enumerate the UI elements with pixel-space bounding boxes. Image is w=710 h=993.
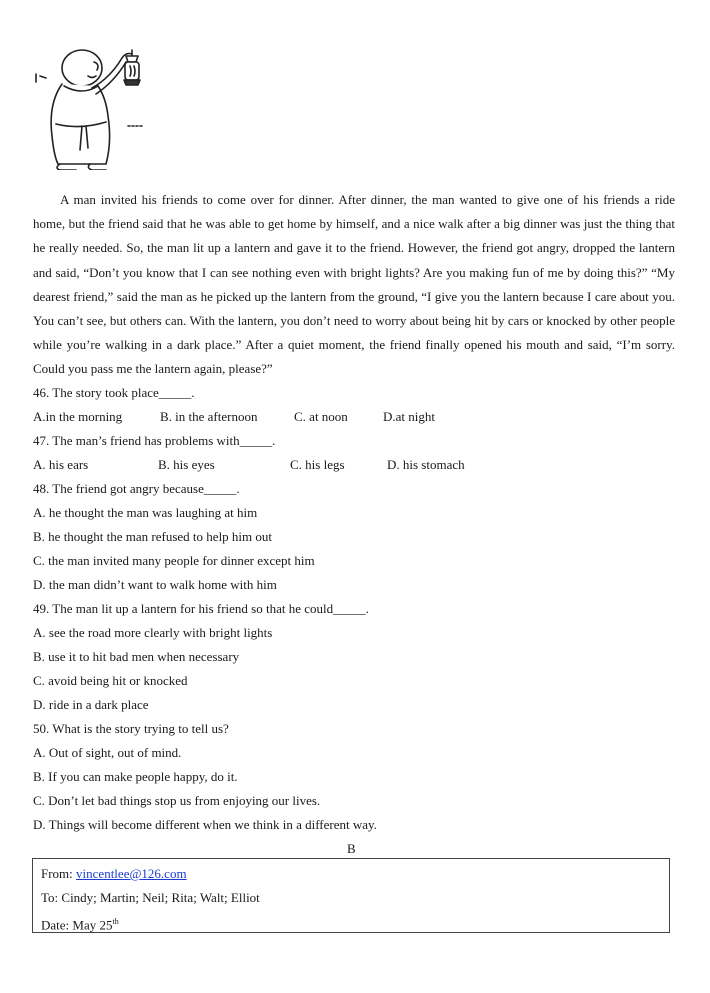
email-date-line — [41, 914, 119, 933]
question-46-option-d: D.at night — [383, 409, 435, 424]
question-47-option-a: A. his ears — [33, 457, 89, 472]
question-46-option-a: A.in the morning — [33, 409, 123, 424]
question-48-stem: 48. The friend got angry because_____. — [33, 481, 240, 496]
section-letter: B — [347, 841, 356, 856]
question-48-option-d: D. the man didn’t want to walk home with him — [33, 577, 277, 592]
email-header-box — [32, 858, 670, 933]
email-to-line: To: Cindy; Martin; Neil; Rita; Walt; Elliot — [41, 890, 260, 905]
reading-passage — [33, 188, 675, 382]
question-46-option-b: B. in the afternoon — [160, 409, 258, 424]
question-46-stem: 46. The story took place_____. — [33, 385, 195, 400]
question-47-stem: 47. The man’s friend has problems with_____. — [33, 433, 276, 448]
email-from-link[interactable]: vincentlee@126.com — [76, 866, 187, 881]
question-49-option-b: B. use it to hit bad men when necessary — [33, 649, 240, 664]
question-46-option-c: C. at noon — [294, 409, 348, 424]
email-from-label: From: — [41, 866, 77, 881]
question-47-option-b: B. his eyes — [158, 457, 215, 472]
question-49-option-c: C. avoid being hit or knocked — [33, 673, 188, 688]
question-48-option-c: C. the man invited many people for dinner except him — [33, 553, 315, 568]
question-49-option-a: A. see the road more clearly with bright lights — [33, 625, 273, 640]
question-49-option-d: D. ride in a dark place — [33, 697, 149, 712]
question-50-option-d: D. Things will become different when we think in a different way. — [33, 817, 377, 832]
passage-text: A man invited his friends to come over for dinner. After dinner, the man wanted to give one of his friends a ride home, but the friend said that he was able to get home by himself, and a nice walk after a big dinner was just the thing that he really needed. So, the man lit up a lantern and gave it to the friend. However, the friend got angry, dropped the lantern and said, “Don’t you know that I can see nothing even with bright lights? Are you making fun of me by doing this?” “My dearest friend,” said the man as he picked up the lantern from the ground, “I give you the lantern because I care about you. You can’t see, but others can. With the lantern, you don’t need to worry about being hit by cars or knocked by other people while you’re walking in a dark place.” After a quiet moment, the friend finally opened his mouth and said, “I’m sorry. Could you pass me the lantern again, please?” — [33, 192, 675, 377]
question-47-option-c: C. his legs — [290, 457, 345, 472]
question-50-stem: 50. What is the story trying to tell us? — [33, 721, 229, 736]
man-holding-lantern-icon — [30, 28, 158, 170]
question-48-option-b: B. he thought the man refused to help him out — [33, 529, 273, 544]
question-48-option-a: A. he thought the man was laughing at him — [33, 505, 258, 520]
question-49-stem: 49. The man lit up a lantern for his friend so that he could_____. — [33, 601, 369, 616]
question-50-option-a: A. Out of sight, out of mind. — [33, 745, 182, 760]
email-from-line — [41, 866, 187, 882]
question-47-option-d: D. his stomach — [387, 457, 465, 472]
question-50-option-c: C. Don’t let bad things stop us from enjoying our lives. — [33, 793, 321, 808]
question-50-option-b: B. If you can make people happy, do it. — [33, 769, 238, 784]
email-date-label: Date: May 25 — [41, 917, 113, 933]
email-date-suffix: th — [112, 917, 119, 926]
